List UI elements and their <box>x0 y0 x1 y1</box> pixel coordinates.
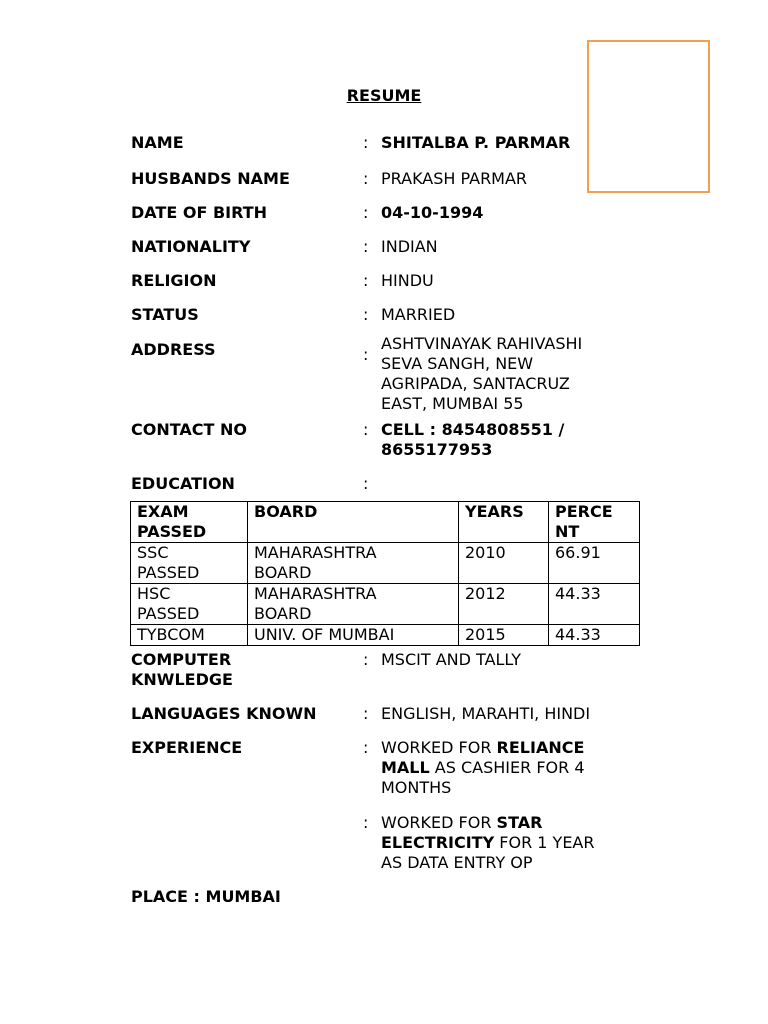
colon: : <box>363 133 369 152</box>
husband-value: PRAKASH PARMAR <box>381 169 528 188</box>
colon: : <box>363 650 369 669</box>
address-line: EAST, MUMBAI 55 <box>381 394 524 413</box>
experience-item: WORKED FOR RELIANCE MALL AS CASHIER FOR 4 MONTHS <box>381 738 585 797</box>
table-cell-year: 2010 <box>459 543 549 584</box>
contact-line: CELL : 8454808551 / <box>381 420 565 439</box>
religion-label: RELIGION <box>131 271 217 290</box>
colon: : <box>363 420 369 439</box>
husband-label: HUSBANDS NAME <box>131 169 290 188</box>
colon: : <box>363 813 369 832</box>
languages-value: ENGLISH, MARAHTI, HINDI <box>381 704 591 723</box>
table-cell-year: 2015 <box>459 625 549 646</box>
contact-line: 8655177953 <box>381 440 493 459</box>
status-label: STATUS <box>131 305 199 324</box>
religion-value: HINDU <box>381 271 434 290</box>
colon: : <box>363 169 369 188</box>
table-cell-exam: TYBCOM <box>131 625 248 646</box>
experience-item: WORKED FOR STAR ELECTRICITY FOR 1 YEAR AS DATA ENTRY OP <box>381 813 595 872</box>
education-table <box>130 501 640 646</box>
nationality-label: NATIONALITY <box>131 237 251 256</box>
table-row <box>131 625 640 646</box>
name-label: NAME <box>131 133 184 152</box>
languages-label: LANGUAGES KNOWN <box>131 704 317 723</box>
header-cell-exam: EXAM PASSED <box>131 502 248 543</box>
nationality-value: INDIAN <box>381 237 438 256</box>
name-value: SHITALBA P. PARMAR <box>381 133 571 152</box>
dob-label: DATE OF BIRTH <box>131 203 267 222</box>
colon: : <box>363 271 369 290</box>
table-cell-percent: 66.91 <box>549 543 640 584</box>
colon: : <box>363 474 369 493</box>
status-value: MARRIED <box>381 305 456 324</box>
address-value <box>381 334 631 414</box>
address-label: ADDRESS <box>131 340 216 359</box>
computer-label: COMPUTER KNWLEDGE <box>131 650 233 689</box>
colon: : <box>363 704 369 723</box>
table-cell-year: 2012 <box>459 584 549 625</box>
dob-value: 04-10-1994 <box>381 203 484 222</box>
header-cell-percent: PERCE NT <box>549 502 640 543</box>
contact-value <box>381 420 631 460</box>
table-cell-exam: HSC PASSED <box>131 584 248 625</box>
education-label: EDUCATION <box>131 474 235 493</box>
address-line: ASHTVINAYAK RAHIVASHI <box>381 334 583 353</box>
colon: : <box>363 345 369 364</box>
header-cell-board: BOARD <box>248 502 459 543</box>
colon: : <box>363 203 369 222</box>
table-cell-exam: SSC PASSED <box>131 543 248 584</box>
table-row <box>131 543 640 584</box>
place-label: PLACE : MUMBAI <box>131 887 281 906</box>
education-table-header <box>131 502 640 543</box>
header-cell-years: YEARS <box>459 502 549 543</box>
table-cell-percent: 44.33 <box>549 625 640 646</box>
computer-value: MSCIT AND TALLY <box>381 650 521 669</box>
table-cell-board: MAHARASHTRA BOARD <box>248 543 459 584</box>
contact-label: CONTACT NO <box>131 420 248 439</box>
table-cell-percent: 44.33 <box>549 584 640 625</box>
table-cell-board: UNIV. OF MUMBAI <box>248 625 459 646</box>
table-row <box>131 584 640 625</box>
resume-title: RESUME <box>346 86 422 105</box>
address-line: SEVA SANGH, NEW <box>381 354 534 373</box>
table-cell-board: MAHARASHTRA BOARD <box>248 584 459 625</box>
colon: : <box>363 237 369 256</box>
colon: : <box>363 738 369 757</box>
experience-label: EXPERIENCE <box>131 738 243 757</box>
colon: : <box>363 305 369 324</box>
address-line: AGRIPADA, SANTACRUZ <box>381 374 570 393</box>
